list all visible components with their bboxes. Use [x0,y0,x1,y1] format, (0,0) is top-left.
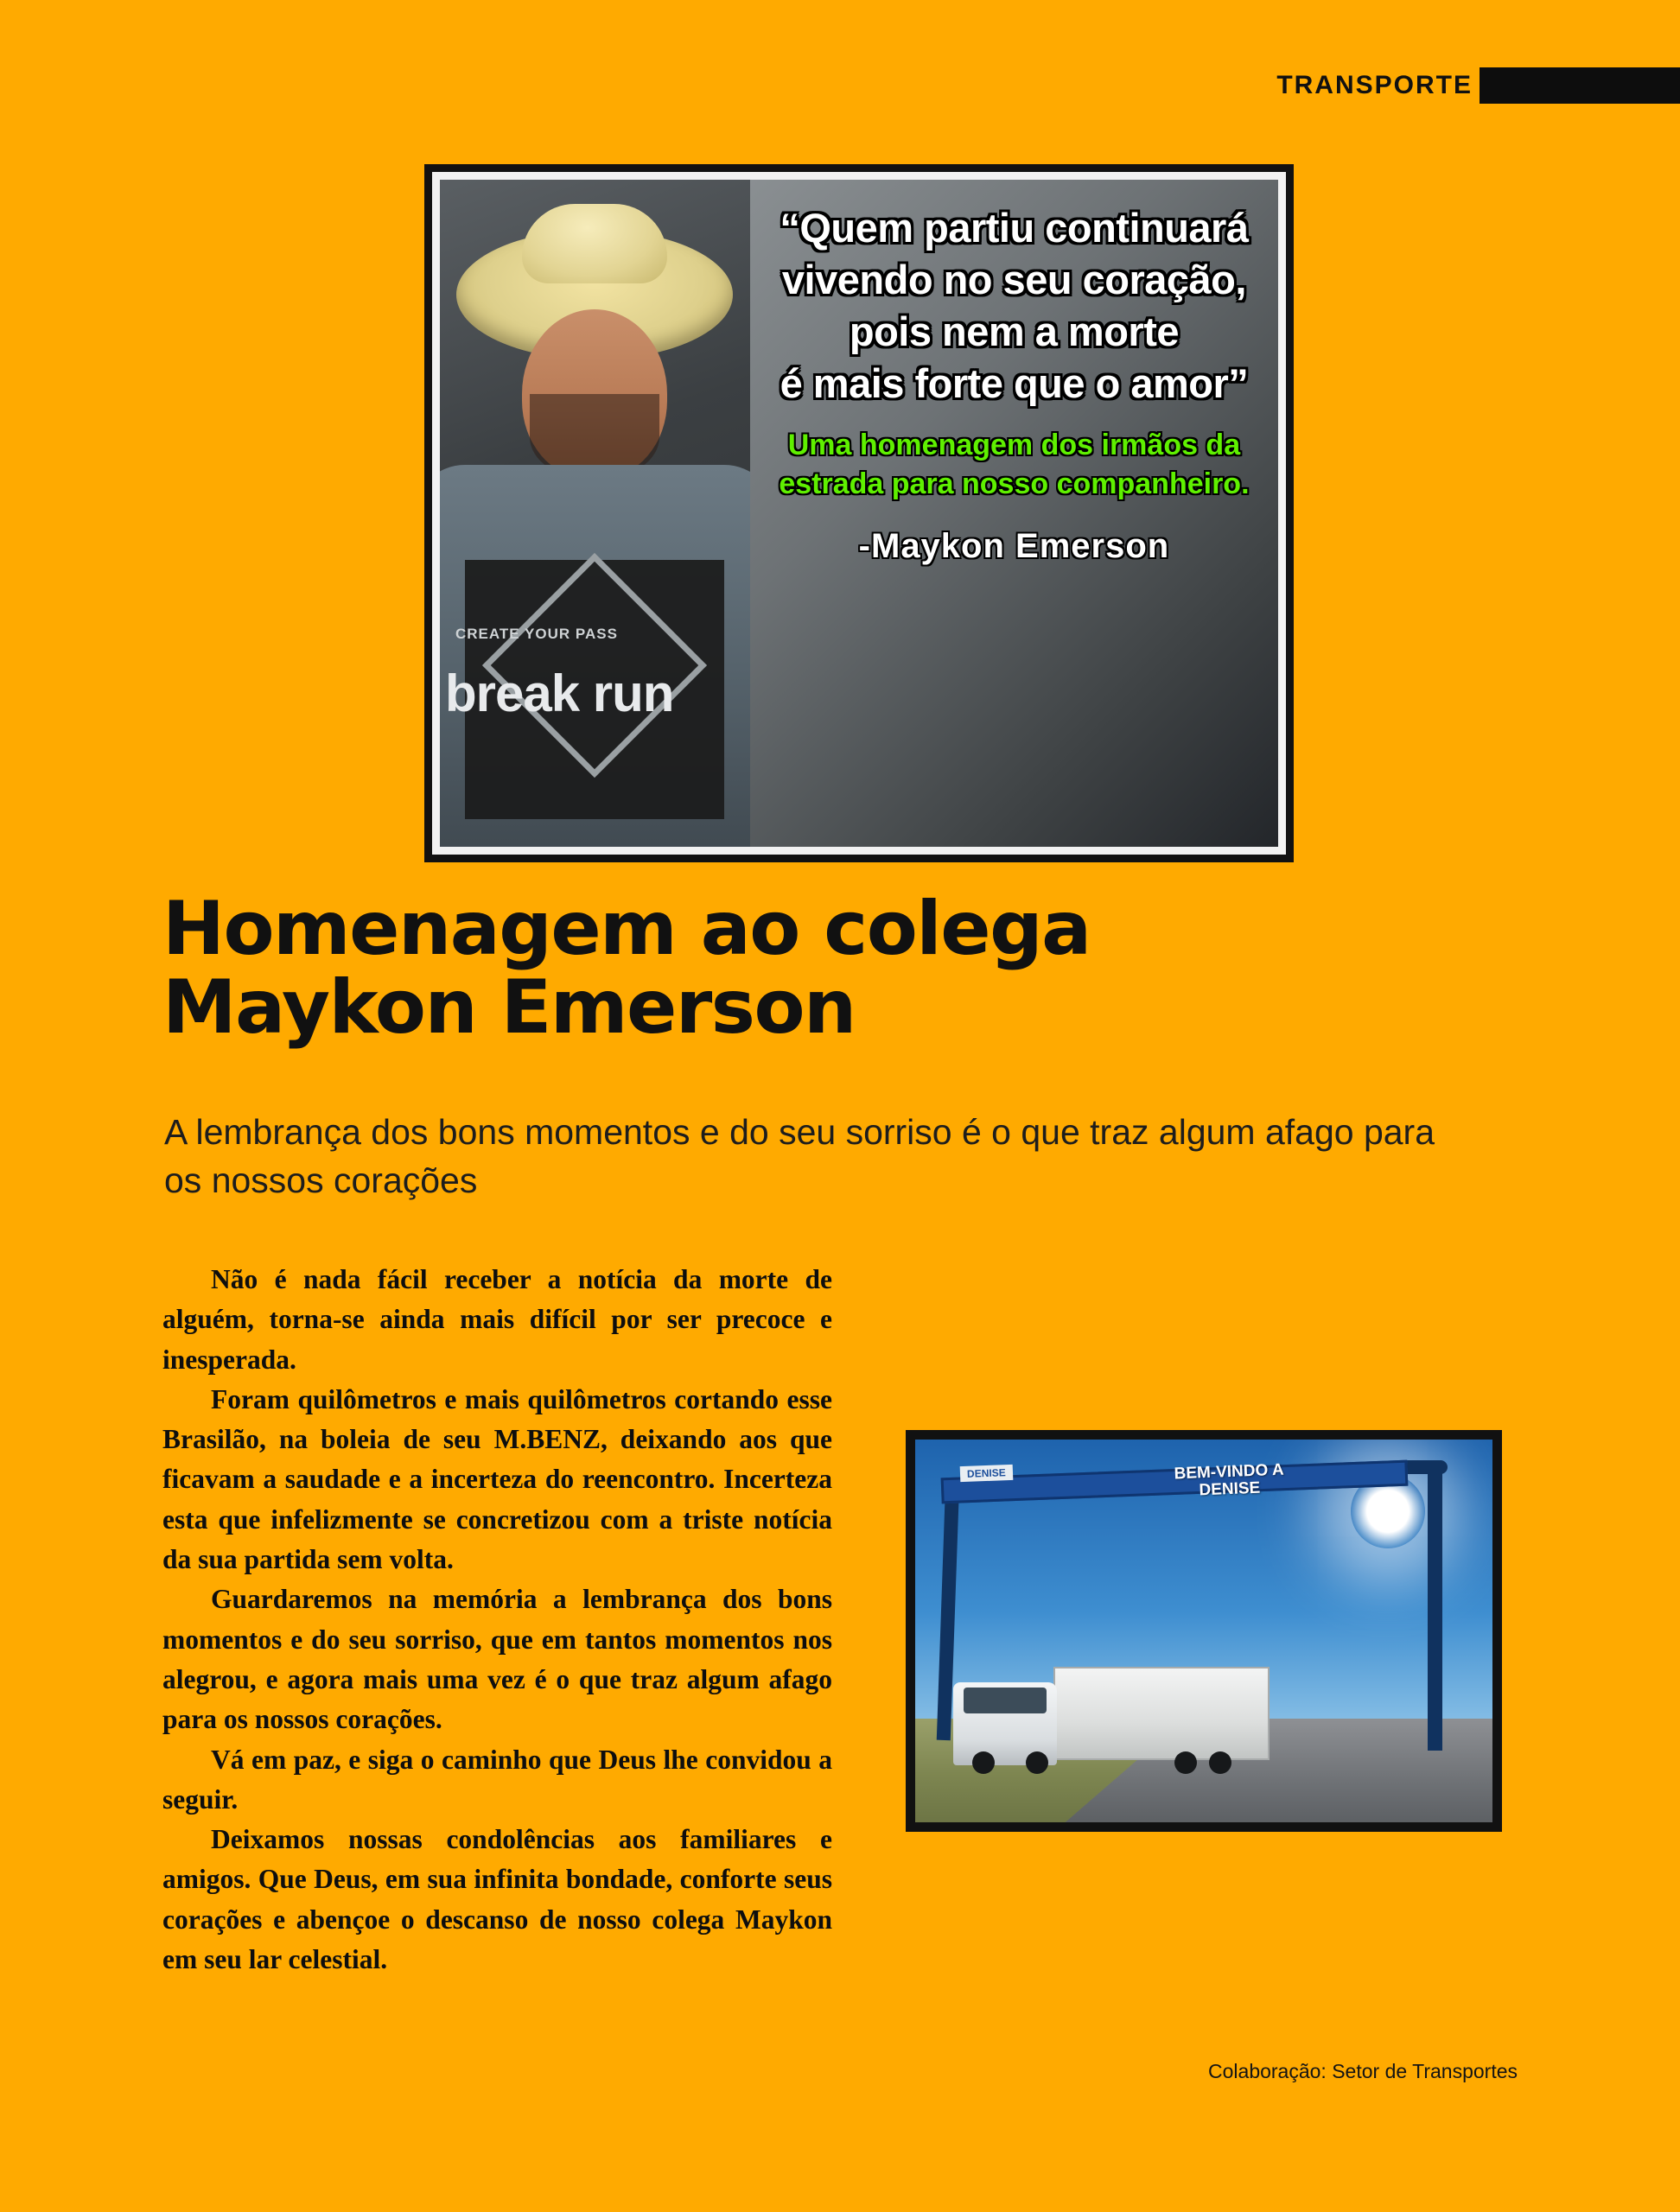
truck-wheel [1209,1751,1231,1774]
article-paragraph: Foram quilômetros e mais quilômetros cortando esse Brasilão, na boleia de seu M.BENZ, deixando aos que ficavam a saudade e a incerteza do reencontro. Incerteza esta que infelizmente se concretizou com a triste notícia da sua partida sem volta. [162,1383,832,1575]
article-paragraph: Deixamos nossas condolências aos familiares e amigos. Que Deus, em sua infinita bondade, conforte seus corações e abençoe o descanso de nosso colega Maykon em seu lar celestial. [162,1824,832,1975]
header-accent-bar [1480,67,1680,104]
truck-wheel [972,1751,995,1774]
truck-wheel [1026,1751,1048,1774]
tribute-poster-inner [440,180,1278,847]
gantry-sign-line-2: DENISE [1199,1478,1261,1500]
quote-line-4: é mais forte que o amor” [780,360,1249,407]
article-paragraph: Vá em paz, e siga o caminho que Deus lhe convidou a seguir. [162,1744,832,1815]
straw-hat-crown [522,204,667,283]
page-title-line-2: Maykon Emerson [162,964,856,1052]
quote-line-1: “Quem partiu continuará [780,205,1249,251]
dedication-line-2: estrada para nosso companheiro. [779,467,1250,501]
article-paragraph: Não é nada fácil receber a notícia da morte de alguém, torna-se ainda mais difícil por ser precoce e inesperada. [162,1264,832,1375]
t-shirt-small-text: CREATE YOUR PASS [455,626,618,642]
article-paragraph: Guardaremos na memória a lembrança dos bons momentos e do seu sorriso, que em tantos momentos nos alegrou, e agora mais uma vez é o que traz algum afago para os nossos corações. [162,1584,832,1735]
quote-line-3: pois nem a morte [849,308,1180,355]
page-title-line-1: Homenagem ao colega [162,886,1091,972]
portrait-photo [440,180,750,847]
section-label: TRANSPORTE [1276,71,1473,99]
gantry-post-right [1428,1465,1442,1751]
article-credit: Colaboração: Setor de Transportes [1208,2060,1518,2082]
tribute-poster-image [424,164,1294,862]
t-shirt-large-text: break run [445,664,674,722]
quote-panel [750,180,1278,847]
dedication-line-1: Uma homenagem dos irmãos da [787,428,1241,461]
page-title [162,886,1372,1052]
gantry-badge: DENISE [960,1465,1013,1482]
quote-signature: -Maykon Emerson [858,526,1170,565]
gantry-sign-text [1174,1462,1284,1501]
page-subtitle: A lembrança dos bons momentos e do seu sorriso é o que traz algum afago para os nossos corações [164,1112,1435,1200]
truck-windshield [964,1688,1047,1713]
gantry-sign-line-1: BEM-VINDO A [1174,1460,1284,1484]
truck-trailer [1053,1667,1270,1760]
truck-wheel [1174,1751,1197,1774]
article-body [162,1260,832,1980]
quote-line-2: vivendo no seu coração, [781,257,1246,303]
page-header [0,0,1680,138]
truck-photo [906,1430,1502,1832]
